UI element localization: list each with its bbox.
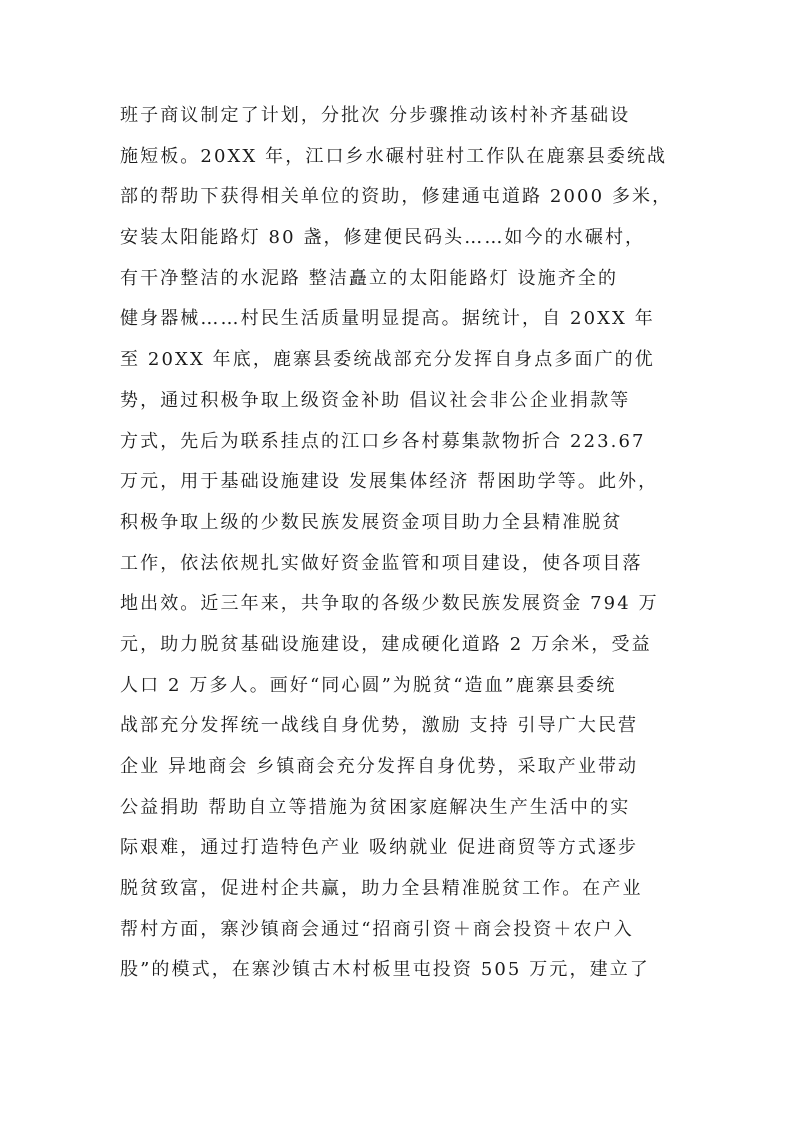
text-line: 班子商议制定了计划，分批次 分步骤推动该村补齐基础设 (120, 105, 631, 126)
text-line: 积极争取上级的少数民族发展资金项目助力全县精准脱贫 (120, 511, 623, 533)
text-line: 帮村方面，寨沙镇商会通过“招商引资＋商会投资＋农户入 (120, 918, 634, 940)
text-line: 地出效。近三年来，共争取的各级少数民族发展资金 794 万 (120, 593, 659, 615)
text-line: 部的帮助下获得相关单位的资助，修建通屯道路 2000 多米， (120, 186, 673, 208)
text-line: 万元，用于基础设施建设 发展集体经济 帮困助学等。此外， (120, 471, 659, 493)
text-line: 际艰难，通过打造特色产业 吸纳就业 促进商贸等方式逐步 (120, 837, 639, 859)
text-line: 公益捐助 帮助自立等措施为贫困家庭解决生产生活中的实 (120, 796, 631, 818)
text-line: 脱贫致富，促进村企共赢，助力全县精准脱贫工作。在产业 (120, 878, 643, 900)
text-line: 股”的模式，在寨沙镇古木村板里屯投资 505 万元，建立了 (120, 959, 650, 981)
text-line: 工作，依法依规扎实做好资金监管和项目建设，使各项目落 (120, 552, 643, 574)
text-line: 方式，先后为联系挂点的江口乡各村募集款物折合 223.67 (120, 430, 646, 452)
text-line: 至 20XX 年底，鹿寨县委统战部充分发挥自身点多面广的优 (120, 349, 655, 371)
text-line: 企业 异地商会 乡镇商会充分发挥自身优势，采取产业带动 (120, 756, 639, 777)
text-line: 安装太阳能路灯 80 盏，修建便民码头……如今的水碾村， (120, 227, 646, 249)
text-line: 人口 2 万多人。画好“同心圆”为脱贫“造血”鹿寨县委统 (120, 674, 617, 696)
text-line: 战部充分发挥统一战线自身优势，激励 支持 引导广大民营 (120, 715, 639, 737)
text-line: 施短板。20XX 年，江口乡水碾村驻村工作队在鹿寨县委统战 (120, 145, 668, 167)
text-line: 有干净整洁的水泥路 整洁矗立的太阳能路灯 设施齐全的 (120, 267, 619, 289)
text-line: 元，助力脱贫基础设施建设，建成硬化道路 2 万余米，受益 (120, 633, 652, 655)
text-line: 健身器械……村民生活质量明显提高。据统计，自 20XX 年 (120, 308, 655, 330)
body-paragraph (120, 96, 690, 991)
text-line: 势，通过积极争取上级资金补助 倡议社会非公企业捐款等 (120, 389, 631, 411)
